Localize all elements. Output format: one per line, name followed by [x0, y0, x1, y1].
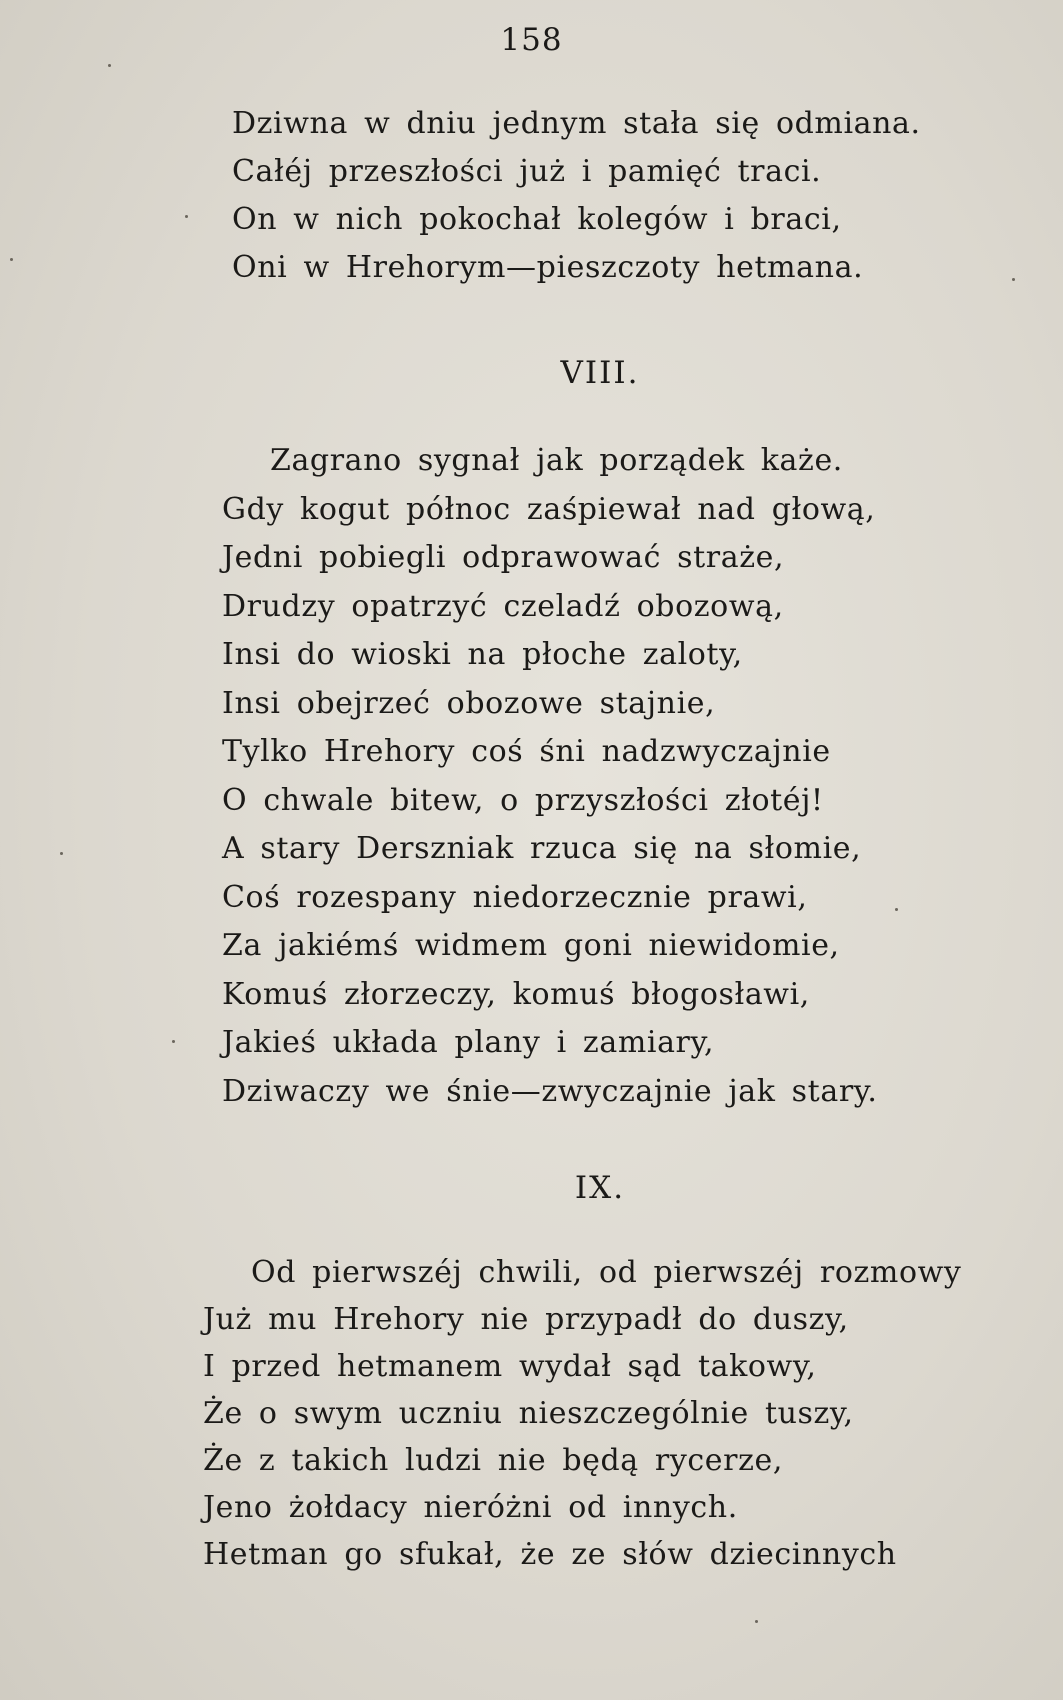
paper-speck [185, 215, 188, 218]
verse-line: A stary Derszniak rzuca się na słomie, [222, 831, 862, 866]
verse-line: I przed hetmanem wydał sąd takowy, [203, 1349, 817, 1384]
stanza-ix [203, 1249, 961, 1578]
paper-speck [895, 908, 898, 911]
verse-line: Komuś złorzeczy, komuś błogosławi, [222, 976, 810, 1012]
verse-line: Hetman go sfukał, że ze słów dziecinnych [203, 1537, 897, 1572]
paper-speck [60, 852, 63, 855]
verse-line: Że z takich ludzi nie będą rycerze, [203, 1443, 783, 1478]
verse-line: Jedni pobiegli odprawować straże, [222, 540, 785, 575]
verse-line: On w nich pokochał kolegów i braci, [232, 202, 842, 237]
verse-line: Zagrano sygnał jak porządek każe. [270, 443, 843, 478]
page-number: 158 [500, 22, 563, 58]
stanza-viii [222, 437, 877, 1116]
section-heading-viii: VIII. [560, 355, 640, 391]
verse-line: Insi do wioski na płoche zaloty, [222, 637, 743, 672]
verse-line: Że o swym uczniu nieszczególnie tuszy, [203, 1396, 854, 1431]
verse-line: Za jakiémś widmem goni niewidomie, [222, 928, 840, 963]
verse-line: Gdy kogut północ zaśpiewał nad głową, [222, 491, 876, 527]
verse-line: Jeno żołdacy nieróżni od innych. [203, 1490, 738, 1525]
verse-line: Oni w Hrehorym—pieszczoty hetmana. [232, 250, 864, 285]
verse-line: Drudzy opatrzyć czeladź obozową, [222, 588, 784, 624]
verse-line: Dziwaczy we śnie—zwyczajnie jak stary. [222, 1073, 878, 1109]
verse-line: Tylko Hrehory coś śni nadzwyczajnie [222, 734, 831, 769]
verse-line: Już mu Hrehory nie przypadł do duszy, [203, 1302, 849, 1337]
verse-line: Całéj przeszłości już i pamięć traci. [232, 154, 822, 189]
paper-speck [755, 1620, 758, 1623]
paper-speck [1012, 278, 1015, 281]
verse-line: Insi obejrzeć obozowe stajnie, [222, 685, 716, 721]
paper-speck [172, 1040, 175, 1043]
verse-line: Coś rozespany niedorzecznie prawi, [222, 879, 808, 915]
verse-line: Od pierwszéj chwili, od pierwszéj rozmowy [251, 1255, 962, 1290]
verse-line: O chwale bitew, o przyszłości złotéj! [222, 782, 824, 818]
opening-stanza [232, 100, 921, 292]
paper-speck [10, 258, 13, 261]
verse-line: Dziwna w dniu jednym stała się odmiana. [232, 106, 921, 141]
verse-line: Jakieś układa plany i zamiary, [222, 1025, 715, 1060]
section-heading-ix: IX. [574, 1170, 626, 1206]
paper-speck [108, 64, 111, 67]
